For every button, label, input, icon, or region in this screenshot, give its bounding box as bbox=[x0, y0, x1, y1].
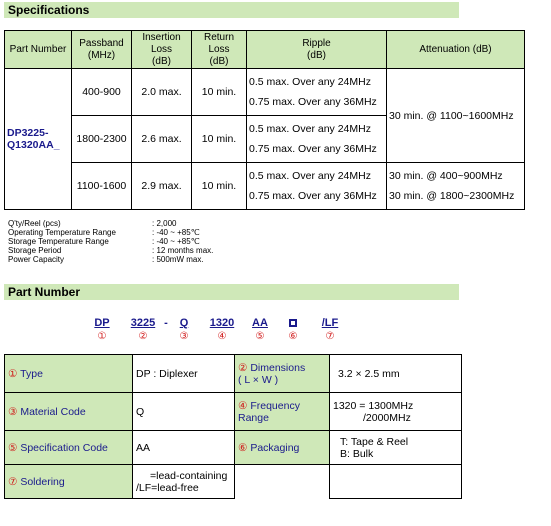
header-insertion-loss: Insertion Loss (dB) bbox=[132, 31, 192, 69]
spec-value: : 2,000 bbox=[152, 219, 177, 228]
header-return-loss: Return Loss (dB) bbox=[192, 31, 247, 69]
return-cell: 10 min. bbox=[192, 69, 247, 116]
code-segment-box bbox=[283, 317, 303, 329]
table-row bbox=[5, 393, 462, 431]
code-number: ⑥ bbox=[288, 331, 298, 342]
table-row bbox=[5, 69, 525, 116]
return-cell: 10 min. bbox=[192, 163, 247, 210]
specification-code-label: ⑤ Specification Code bbox=[5, 431, 133, 465]
code-number: ④ bbox=[217, 331, 227, 342]
code-separator: - bbox=[164, 317, 168, 329]
passband-cell: 1100-1600 bbox=[72, 163, 132, 210]
specifications-table bbox=[4, 30, 525, 210]
packaging-value: T: Tape & Reel B: Bulk bbox=[330, 431, 462, 465]
type-label: ① Type bbox=[5, 355, 133, 393]
code-segment: 3225 bbox=[130, 317, 156, 329]
code-number: ⑤ bbox=[255, 331, 265, 342]
code-number: ③ bbox=[179, 331, 189, 342]
packaging-label: ⑥ Packaging bbox=[235, 431, 330, 465]
attenuation-cell: 30 min. @ 400~900MHz 30 min. @ 1800~2300MHz bbox=[387, 163, 525, 210]
blank-square-icon bbox=[289, 319, 297, 327]
frequency-range-value: 1320 = 1300MHz /2000MHz bbox=[330, 393, 462, 431]
type-value: DP : Diplexer bbox=[133, 355, 235, 393]
specification-code-value: AA bbox=[133, 431, 235, 465]
soldering-label: ⑦ Soldering bbox=[5, 465, 133, 499]
code-segment: /LF bbox=[321, 317, 339, 329]
specifications-heading: Specifications bbox=[4, 2, 459, 18]
ripple-cell: 0.5 max. Over any 24MHz 0.75 max. Over any 36MHz bbox=[247, 69, 387, 116]
code-segment: DP bbox=[94, 317, 110, 329]
table-row bbox=[5, 355, 462, 393]
spec-label: Storage Temperature Range bbox=[8, 237, 109, 246]
spec-value: : 500mW max. bbox=[152, 255, 204, 264]
spec-label: Operating Temperature Range bbox=[8, 228, 116, 237]
frequency-range-label: ④ Frequency Range bbox=[235, 393, 330, 431]
spec-value: : -40 ~ +85℃ bbox=[152, 237, 200, 246]
header-passband: Passband (MHz) bbox=[72, 31, 132, 69]
empty-cell bbox=[235, 465, 330, 499]
spec-label: Power Capacity bbox=[8, 255, 65, 264]
attenuation-shared-cell: 30 min. @ 1100~1600MHz bbox=[387, 69, 525, 163]
code-segment: 1320 bbox=[209, 317, 235, 329]
passband-cell: 1800-2300 bbox=[72, 116, 132, 163]
header-attenuation: Attenuation (dB) bbox=[387, 31, 525, 69]
part-number-properties-table bbox=[4, 354, 462, 499]
dimensions-label: ② Dimensions ( L × W ) bbox=[235, 355, 330, 393]
spec-label: Q'ty/Reel (pcs) bbox=[8, 219, 61, 228]
spec-value: : -40 ~ +85℃ bbox=[152, 228, 200, 237]
table-row bbox=[5, 163, 525, 210]
ripple-cell: 0.5 max. Over any 24MHz 0.75 max. Over any 36MHz bbox=[247, 116, 387, 163]
return-cell: 10 min. bbox=[192, 116, 247, 163]
ripple-cell: 0.5 max. Over any 24MHz 0.75 max. Over any 36MHz bbox=[247, 163, 387, 210]
material-code-value: Q bbox=[133, 393, 235, 431]
code-number: ⑦ bbox=[325, 331, 335, 342]
spec-value: : 12 months max. bbox=[152, 246, 214, 255]
spec-label: Storage Period bbox=[8, 246, 62, 255]
header-ripple: Ripple (dB) bbox=[247, 31, 387, 69]
material-code-label: ③ Material Code bbox=[5, 393, 133, 431]
passband-cell: 400-900 bbox=[72, 69, 132, 116]
code-number: ② bbox=[138, 331, 148, 342]
header-part-number: Part Number bbox=[5, 31, 72, 69]
empty-cell bbox=[330, 465, 462, 499]
code-segment: Q bbox=[179, 317, 189, 329]
soldering-value: =lead-containing /LF=lead-free bbox=[133, 465, 235, 499]
code-number: ① bbox=[97, 331, 107, 342]
table-row bbox=[5, 431, 462, 465]
part-number-cell: DP3225- Q1320AA_ bbox=[5, 69, 72, 210]
insertion-cell: 2.0 max. bbox=[132, 69, 192, 116]
insertion-cell: 2.6 max. bbox=[132, 116, 192, 163]
insertion-cell: 2.9 max. bbox=[132, 163, 192, 210]
table-row bbox=[5, 465, 462, 499]
code-segment: AA bbox=[252, 317, 268, 329]
dimensions-value: 3.2 × 2.5 mm bbox=[330, 355, 462, 393]
part-number-heading: Part Number bbox=[4, 284, 459, 300]
